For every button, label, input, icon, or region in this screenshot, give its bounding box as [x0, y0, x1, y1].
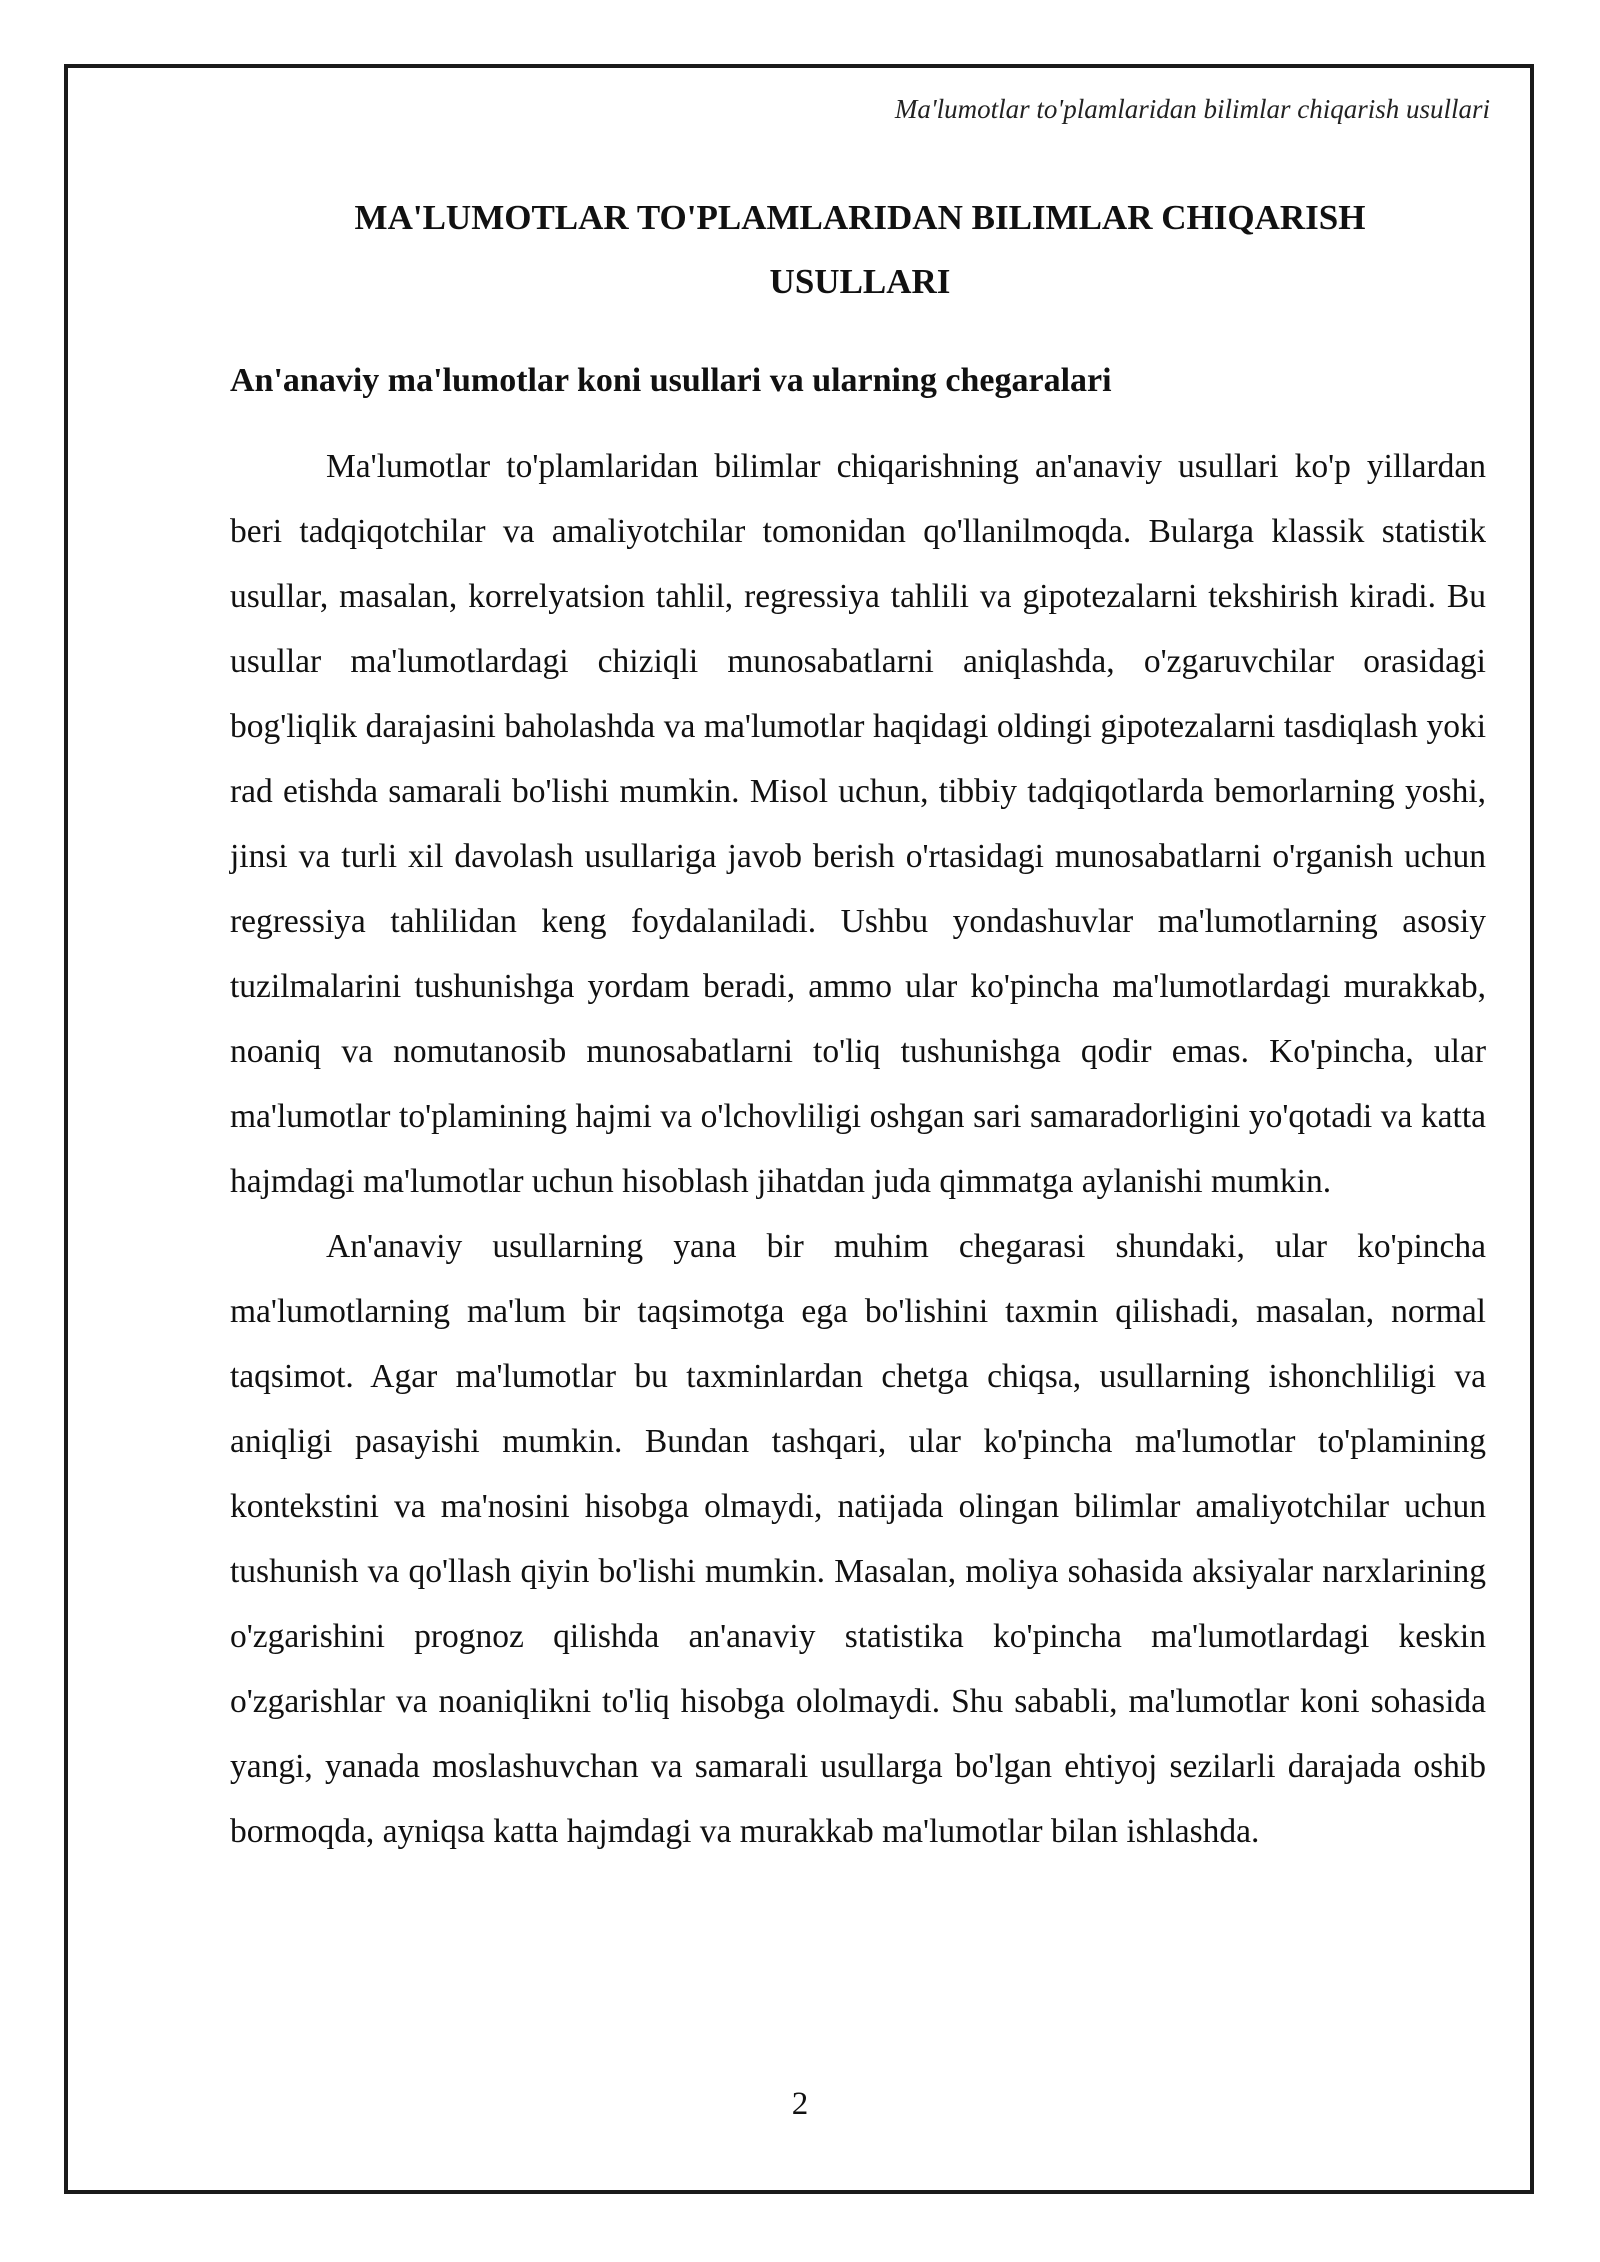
- document-title: [230, 186, 1490, 314]
- page-number: 2: [791, 2086, 809, 2122]
- paragraph-1: Ma'lumotlar to'plamlaridan bilimlar chiqarishning an'anaviy usullari ko'p yillardan beri tadqiqotchilar va amaliyotchilar tomonidan qo'llanilmoqda. Bularga klassik statistik usullar, masalan, korrelyatsion tahlil, regressiya tahlili va gipotezalarni tekshirish kiradi. Bu usullar ma'lumotlardagi chiziqli munosabatlarni aniqlashda, o'zgaruvchilar orasidagi bog'liqlik darajasini baholashda va ma'lumotlar haqidagi oldingi gipotezalarni tasdiqlash yoki rad etishda samarali bo'lishi mumkin. Misol uchun, tibbiy tadqiqotlarda bemorlarning yoshi, jinsi va turli xil davolash usullariga javob berish o'rtasidagi munosabatlarni o'rganish uchun regressiya tahlilidan keng foydalaniladi. Ushbu yondashuvlar ma'lumotlarning asosiy tuzilmalarini tushunishga yordam beradi, ammo ular ko'pincha ma'lumotlardagi murakkab, noaniq va nomutanosib munosabatlarni to'liq tushunishga qodir emas. Ko'pincha, ular ma'lumotlar to'plamining hajmi va o'lchovliligi oshgan sari samaradorligini yo'qotadi va katta hajmdagi ma'lumotlar uchun hisoblash jihatdan juda qimmatga aylanishi mumkin.: [230, 448, 1486, 1200]
- paragraph-2: An'anaviy usullarning yana bir muhim chegarasi shundaki, ular ko'pincha ma'lumotlarning ma'lum bir taqsimotga ega bo'lishini taxmin qilishadi, masalan, normal taqsimot. Agar ma'lumotlar bu taxminlardan chetga chiqsa, usullarning ishonchliligi va aniqligi pasayishi mumkin. Bundan tashqari, ular ko'pincha ma'lumotlar to'plamining kontekstini va ma'nosini hisobga olmaydi, natijada olingan bilimlar amaliyotchilar uchun tushunish va qo'llash qiyin bo'lishi mumkin. Masalan, moliya sohasida aksiyalar narxlarining o'zgarishini prognoz qilishda an'anaviy statistika ko'pincha ma'lumotlardagi keskin o'zgarishlar va noaniqlikni to'liq hisobga ololmaydi. Shu sababli, ma'lumotlar koni sohasida yangi, yanada moslashuvchan va samarali usullarga bo'lgan ehtiyoj sezilarli darajada oshib bormoqda, ayniqsa katta hajmdagi va murakkab ma'lumotlar bilan ishlashda.: [230, 1228, 1486, 1850]
- body-text: [230, 434, 1486, 1864]
- section-heading: An'anaviy ma'lumotlar koni usullari va ularning chegaralari: [230, 362, 1112, 399]
- running-header: Ma'lumotlar to'plamlaridan bilimlar chiqarish usullari: [894, 94, 1490, 124]
- document-title-line-2: USULLARI: [769, 262, 951, 301]
- document-title-line-1: MA'LUMOTLAR TO'PLAMLARIDAN BILIMLAR CHIQARISH: [354, 198, 1366, 237]
